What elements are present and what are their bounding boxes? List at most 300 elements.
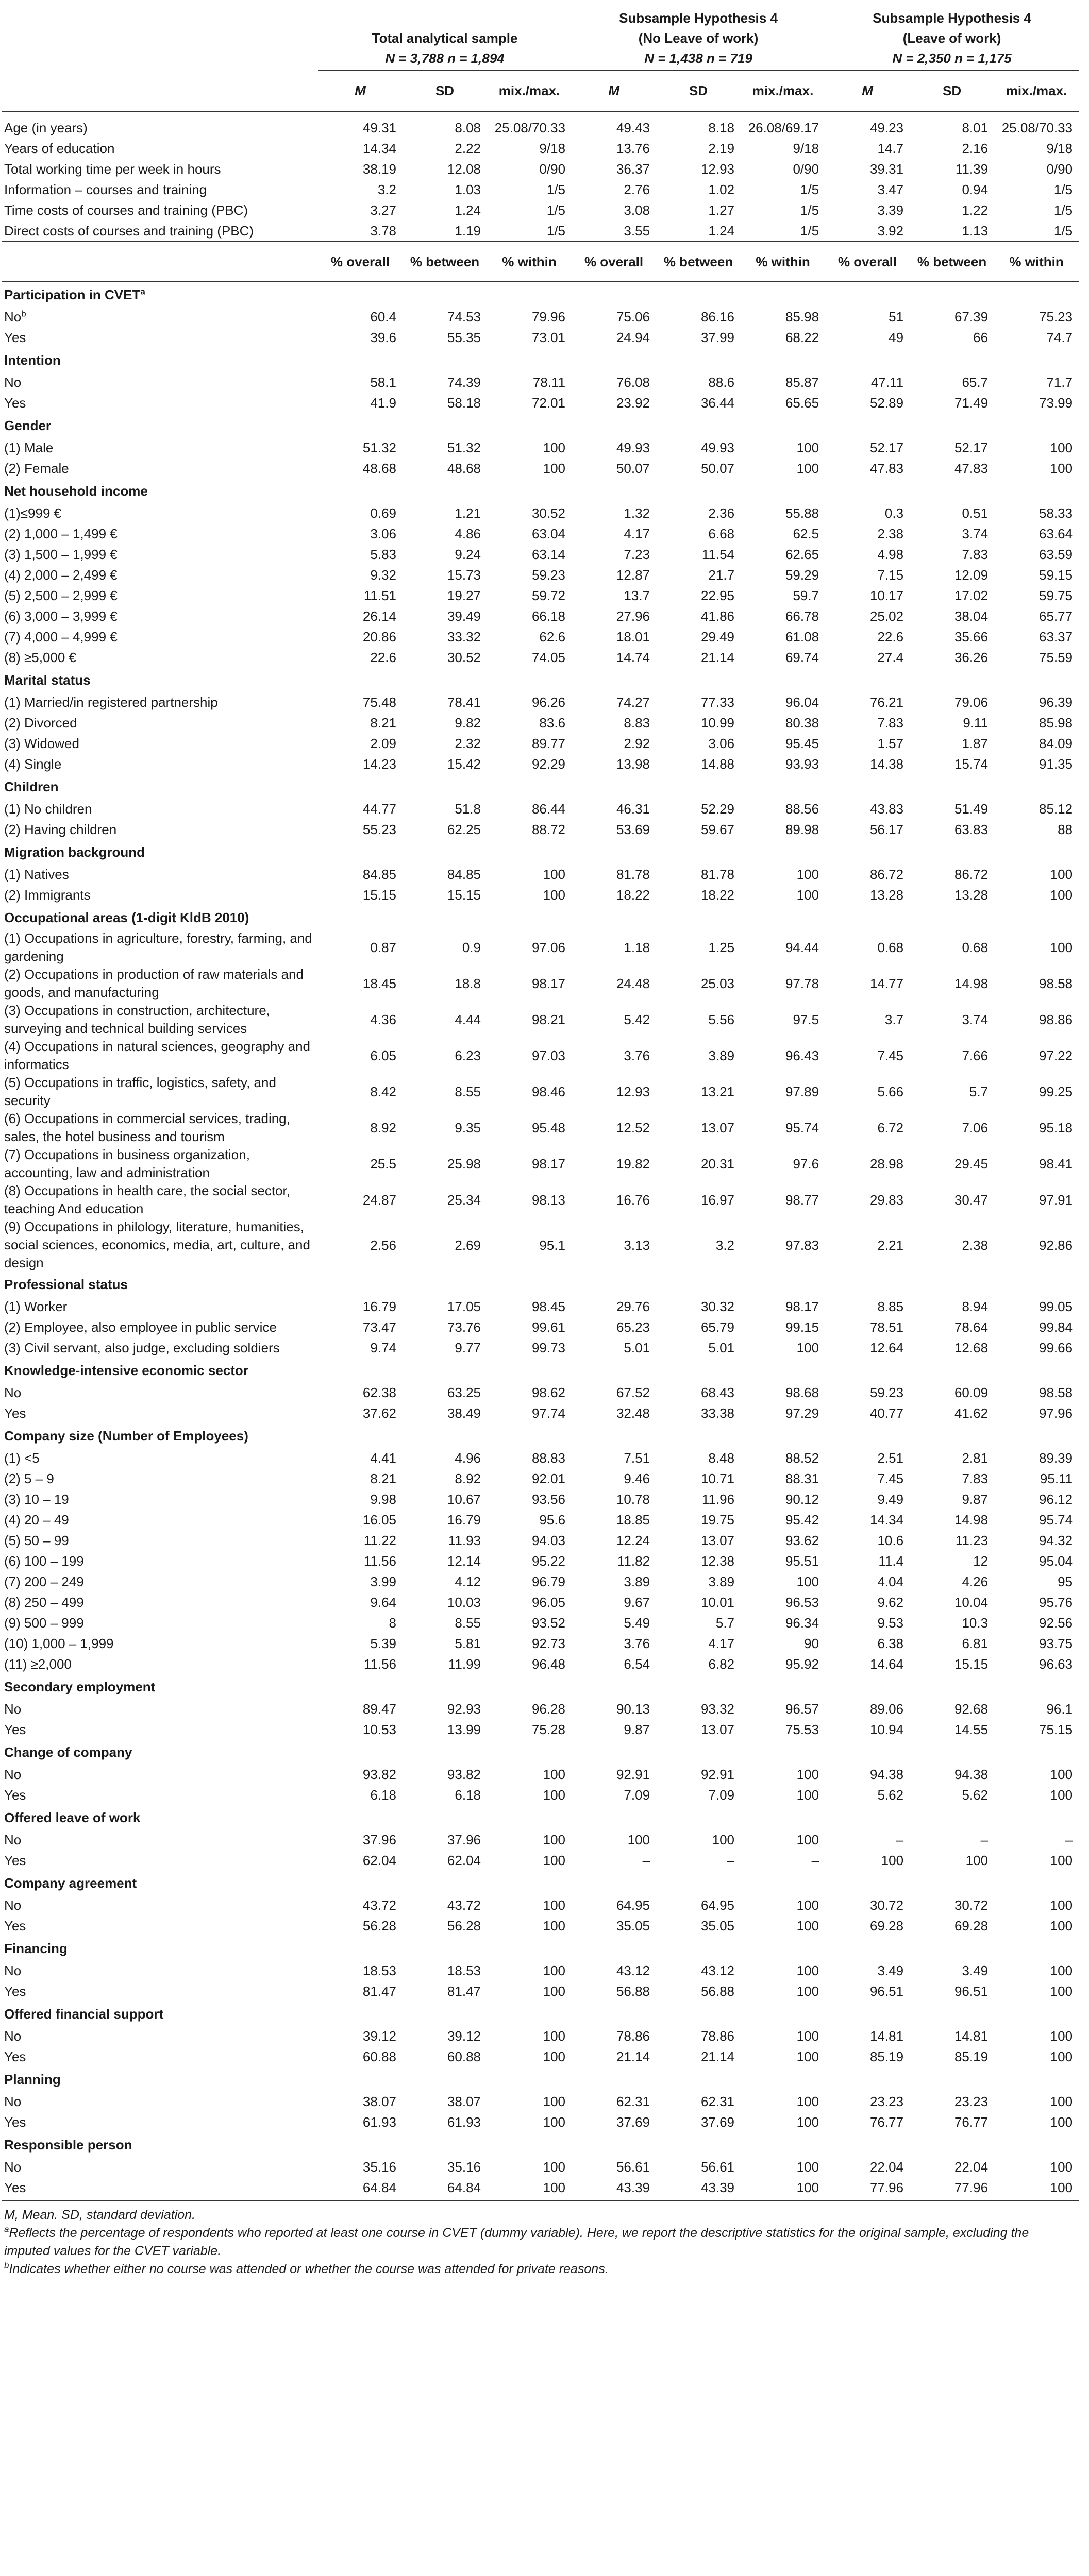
value-cell: 3.49	[962, 1963, 989, 1978]
value-cell: 9.11	[963, 715, 989, 731]
row-label-text: Yes	[4, 1787, 26, 1803]
value-cell: 88.56	[785, 801, 819, 817]
value-cell: 26.08/69.17	[748, 120, 819, 135]
row-label	[2, 1530, 318, 1551]
table-row	[2, 1633, 1079, 1654]
value-cell: 85.19	[954, 2049, 989, 2064]
value-cell: 100	[543, 1984, 566, 1999]
value-cell: 9/18	[539, 141, 566, 156]
value-cell: 90	[804, 1636, 819, 1651]
value-cell: 10.04	[954, 1595, 989, 1610]
footnote-b	[4, 2260, 1078, 2278]
value-cell: 85.98	[1038, 715, 1073, 731]
value-cell: 100	[543, 2028, 566, 2044]
table-row	[2, 437, 1079, 458]
col-header-overall: % overall	[837, 253, 897, 269]
table-row	[2, 1382, 1079, 1403]
section-title-text: Migration background	[4, 844, 145, 860]
value-cell: 1/5	[800, 223, 819, 239]
value-cell: 100	[1050, 887, 1073, 903]
value-cell: 92.01	[531, 1471, 566, 1486]
row-label-text: (1) Worker	[4, 1298, 68, 1314]
value-cell: 43.72	[447, 1897, 481, 1913]
section-title	[2, 1936, 1079, 1960]
value-cell: 89.98	[785, 822, 819, 837]
value-cell: 8.85	[877, 1299, 904, 1314]
row-label	[2, 393, 318, 413]
value-cell: 24.87	[362, 1192, 396, 1208]
section-title	[2, 1871, 1079, 1895]
section-title-text: Offered leave of work	[4, 1809, 141, 1825]
table-row	[2, 1468, 1079, 1489]
value-cell: 58.33	[1038, 505, 1073, 521]
value-cell: 95.11	[1040, 1471, 1073, 1486]
group-sample-size	[574, 48, 823, 69]
value-cell: 41.62	[954, 1405, 989, 1421]
section-header-row	[2, 1358, 1079, 1382]
value-cell: 25.5	[370, 1156, 396, 1172]
row-label	[2, 965, 318, 1002]
value-cell: 75.53	[785, 1722, 819, 1737]
row-label	[2, 437, 318, 458]
row-label-text: (1) Natives	[4, 866, 69, 882]
row-label	[2, 1448, 318, 1468]
row-label-text: Yes	[4, 2048, 26, 2064]
table-row	[2, 179, 1079, 200]
value-cell: 19.75	[700, 1512, 735, 1528]
section-title	[2, 348, 1079, 372]
value-cell: 95.51	[785, 1553, 819, 1569]
row-label	[2, 1654, 318, 1674]
value-cell: 95	[1058, 1574, 1073, 1589]
value-cell: 3.06	[708, 736, 735, 751]
value-cell: 9.49	[877, 1492, 904, 1507]
value-cell: 25.08/70.33	[494, 120, 566, 135]
group-title: Subsample Hypothesis 4	[619, 10, 778, 26]
value-cell: 30.72	[869, 1897, 904, 1913]
value-cell: 5.39	[370, 1636, 396, 1651]
value-cell: –	[642, 1853, 650, 1868]
value-cell: 77.96	[910, 2177, 994, 2200]
row-label	[2, 1337, 318, 1358]
value-cell: 61.08	[785, 629, 819, 645]
row-label	[2, 754, 318, 774]
value-cell: 29.49	[700, 629, 735, 645]
value-cell: 30.72	[954, 1897, 989, 1913]
value-cell: 100	[543, 1963, 566, 1978]
value-cell: 88.31	[785, 1471, 819, 1486]
col-header-minmax: mix./max.	[498, 83, 560, 98]
row-label-text: No	[4, 2159, 22, 2175]
value-cell: 38.07	[447, 2094, 481, 2109]
col-header-within: % within	[756, 253, 810, 269]
value-cell: 100	[627, 1832, 650, 1848]
value-cell: 12.09	[954, 567, 989, 583]
value-cell: 13.28	[869, 887, 904, 903]
value-cell: 94.38	[954, 1767, 989, 1782]
value-cell: 93.82	[362, 1767, 396, 1782]
value-cell: 67.39	[954, 309, 989, 325]
value-cell: 1/5	[1053, 182, 1073, 197]
value-cell: 71.49	[954, 395, 989, 411]
footnote-text: Reflects the percentage of respondents who reported at least one course in CVET (dummy variable). Here, we report the descriptive statistics for the original sample, excluding the imputed values for the CVET variable.	[4, 2226, 1029, 2258]
table-row	[2, 523, 1079, 544]
value-cell: 7.51	[624, 1450, 650, 1466]
table-row	[2, 1895, 1079, 1916]
row-label-text: No	[4, 374, 22, 390]
row-label	[2, 1218, 318, 1272]
value-cell: 63.14	[531, 547, 566, 562]
value-cell: 1.18	[624, 940, 650, 955]
value-cell: 64.95	[616, 1897, 650, 1913]
value-cell: 97.91	[1038, 1192, 1073, 1208]
value-cell: 1.03	[455, 182, 481, 197]
row-label-text: (9) Occupations in philology, literature, humanities, social sciences, economics, media, art, culture, and design	[4, 1219, 310, 1270]
value-cell: 37.96	[447, 1832, 481, 1848]
value-cell: 100	[796, 2114, 819, 2130]
value-cell: 12.93	[616, 1084, 650, 1099]
value-cell: 12.38	[700, 1553, 735, 1569]
value-cell: 93.56	[531, 1492, 566, 1507]
value-cell: 51.32	[447, 440, 481, 455]
value-cell: 4.96	[455, 1450, 481, 1466]
value-cell: 14.34	[869, 1512, 904, 1528]
value-cell: 6.72	[877, 1120, 904, 1136]
value-cell: 95.42	[785, 1512, 819, 1528]
value-cell: 61.93	[362, 2114, 396, 2130]
value-cell: 9/18	[1046, 141, 1073, 156]
value-cell: 6.54	[624, 1656, 650, 1672]
n-values: N = 1,438 n = 719	[644, 50, 752, 66]
value-cell: 100	[796, 867, 819, 882]
value-cell: 43.72	[362, 1897, 396, 1913]
value-cell: 14.98	[954, 976, 989, 991]
value-cell: 13.99	[447, 1722, 481, 1737]
value-cell: 98.68	[785, 1385, 819, 1400]
value-cell: 88	[1058, 822, 1073, 837]
value-cell: 100	[796, 1574, 819, 1589]
value-cell: 7.66	[962, 1048, 989, 1063]
footnote-mark: a	[4, 2224, 9, 2234]
group-header-no-leave	[572, 5, 825, 70]
footnote-text: Indicates whether either no course was attended or whether the course was attended for private reasons.	[9, 2262, 609, 2276]
value-cell: 63.59	[1038, 547, 1073, 562]
value-cell: 6.18	[455, 1787, 481, 1803]
section-header-row	[2, 2002, 1079, 2026]
col-header-sd: SD	[689, 83, 708, 98]
footnote-mark: b	[4, 2260, 9, 2270]
table-row	[2, 1785, 1079, 1805]
row-label	[2, 647, 318, 668]
value-cell: 79.96	[531, 309, 566, 325]
section-header-row	[2, 479, 1079, 503]
value-cell: 88.52	[785, 1450, 819, 1466]
value-cell: 81.47	[447, 1984, 481, 1999]
table-row	[2, 585, 1079, 606]
value-cell: 11.51	[363, 588, 396, 603]
value-cell: 39.49	[447, 608, 481, 624]
value-cell: 24.94	[616, 330, 650, 345]
value-cell: 90.13	[616, 1701, 650, 1717]
value-cell: 14.98	[954, 1512, 989, 1528]
value-cell: 10.03	[447, 1595, 481, 1610]
value-cell: 1/5	[1053, 202, 1073, 218]
value-cell: 65.7	[962, 375, 989, 390]
value-cell: 49.31	[362, 120, 396, 135]
value-cell: 59.29	[785, 567, 819, 583]
section-title-text: Company agreement	[4, 1875, 137, 1891]
value-cell: 56.88	[616, 1984, 650, 1999]
value-cell: 3.74	[962, 1012, 989, 1027]
row-label	[2, 2112, 318, 2132]
value-cell: 90.12	[785, 1492, 819, 1507]
value-cell: 96.63	[1038, 1656, 1073, 1672]
value-cell: 11.82	[617, 1553, 650, 1569]
value-cell: 0.51	[962, 505, 989, 521]
value-cell: 9.77	[455, 1340, 481, 1355]
value-cell: 94.32	[1038, 1533, 1073, 1548]
value-cell: 69.28	[954, 1918, 989, 1934]
value-cell: 3.99	[370, 1574, 396, 1589]
value-cell: 100	[796, 887, 819, 903]
group-header-row	[2, 5, 1079, 70]
table-row	[2, 2157, 1079, 2177]
value-cell: 19.27	[447, 588, 481, 603]
row-label-text: (2) Immigrants	[4, 887, 91, 903]
section-title	[2, 2002, 1079, 2026]
row-label	[2, 1719, 318, 1740]
section-title-text: Occupational areas (1-digit KldB 2010)	[4, 909, 249, 925]
section-header-row	[2, 282, 1079, 307]
value-cell: 43.12	[616, 1963, 650, 1978]
section-header-row	[2, 1871, 1079, 1895]
value-cell: 100	[741, 2177, 825, 2200]
value-cell: 8.21	[370, 715, 396, 731]
value-cell: 38.04	[954, 608, 989, 624]
value-cell: 59.23	[531, 567, 566, 583]
value-cell: 62.5	[793, 526, 819, 541]
value-cell: 9.46	[624, 1471, 650, 1486]
value-cell: 100	[1050, 1984, 1073, 1999]
row-label-text: (5) Occupations in traffic, logistics, safety, and security	[4, 1075, 276, 1108]
value-cell: 6.18	[370, 1787, 396, 1803]
value-cell: 77.33	[700, 694, 735, 710]
value-cell: 3.47	[877, 182, 904, 197]
value-cell: 47.11	[870, 375, 904, 390]
value-cell: 79.06	[954, 694, 989, 710]
table-row	[2, 733, 1079, 754]
value-cell: 68.22	[785, 330, 819, 345]
section-title-text: Net household income	[4, 483, 148, 499]
value-cell: 3.13	[624, 1237, 650, 1253]
value-cell: 59.23	[869, 1385, 904, 1400]
row-label-text: (3) 10 – 19	[4, 1491, 69, 1507]
value-cell: 25.98	[447, 1156, 481, 1172]
value-cell: 3.55	[624, 223, 650, 239]
value-cell: 16.76	[616, 1192, 650, 1208]
row-label	[2, 1613, 318, 1633]
value-cell: 95.22	[531, 1553, 566, 1569]
value-cell: 39.31	[869, 161, 904, 177]
table-row	[2, 1551, 1079, 1571]
value-cell: 16.79	[447, 1512, 481, 1528]
value-cell: 93.82	[447, 1767, 481, 1782]
value-cell: 100	[796, 1767, 819, 1782]
value-cell: 100	[487, 2177, 572, 2200]
row-label-text: Yes	[4, 1405, 26, 1421]
section-header-row	[2, 774, 1079, 799]
value-cell: 2.22	[455, 141, 481, 156]
row-label-text: (4) Single	[4, 756, 62, 772]
value-cell: 100	[796, 1963, 819, 1978]
value-cell: 94.38	[869, 1767, 904, 1782]
value-cell: 2.38	[877, 526, 904, 541]
section-title	[2, 905, 1079, 929]
row-label-text: Yes	[4, 1983, 26, 1999]
value-cell: 93.32	[700, 1701, 735, 1717]
value-cell: 75.28	[531, 1722, 566, 1737]
value-cell: 92.68	[954, 1701, 989, 1717]
value-cell: 96.39	[1038, 694, 1073, 710]
value-cell: 85.19	[869, 2049, 904, 2064]
row-label-text: No	[4, 1962, 22, 1978]
value-cell: 13.7	[624, 588, 650, 603]
col-header-sd: SD	[435, 83, 455, 98]
section-header-row	[2, 668, 1079, 692]
value-cell: 18.53	[447, 1963, 481, 1978]
table-row	[2, 327, 1079, 348]
value-cell: 55.88	[785, 505, 819, 521]
value-cell: 52.17	[954, 440, 989, 455]
row-label-text: (1) <5	[4, 1450, 40, 1466]
value-cell: 93.93	[785, 756, 819, 772]
row-label-text: (1)≤999 €	[4, 505, 62, 521]
table-row	[2, 1218, 1079, 1272]
row-label-text: (8) 250 – 499	[4, 1594, 84, 1610]
table-row	[2, 647, 1079, 668]
table-row	[2, 138, 1079, 159]
value-cell: 55.23	[362, 822, 396, 837]
table-row	[2, 2112, 1079, 2132]
value-cell: 84.09	[1038, 736, 1073, 751]
value-cell: 37.99	[700, 330, 735, 345]
value-cell: 17.02	[954, 588, 989, 603]
value-cell: 5.62	[962, 1787, 989, 1803]
value-cell: 89.77	[531, 736, 566, 751]
value-cell: 1/5	[800, 182, 819, 197]
value-cell: 7.83	[962, 547, 989, 562]
value-cell: 89.06	[869, 1701, 904, 1717]
value-cell: 15.15	[954, 1656, 989, 1672]
row-label-text: Yes	[4, 329, 26, 345]
table-row	[2, 1719, 1079, 1740]
value-cell: 51.8	[455, 801, 481, 817]
value-cell: 7.83	[877, 715, 904, 731]
value-cell: 11.4	[878, 1553, 904, 1569]
value-cell: 7.15	[877, 567, 904, 583]
row-label	[2, 1182, 318, 1218]
group-title: Subsample Hypothesis 4	[873, 10, 1031, 26]
value-cell: 7.23	[624, 547, 650, 562]
table-row	[2, 1110, 1079, 1146]
value-cell: 63.83	[954, 822, 989, 837]
value-cell: 62.6	[539, 629, 566, 645]
value-cell: 15.15	[447, 887, 481, 903]
value-cell: 56.17	[869, 822, 904, 837]
value-cell: 85.87	[785, 375, 819, 390]
value-cell: 75.06	[616, 309, 650, 325]
value-cell: 8.42	[370, 1084, 396, 1099]
table-row	[2, 503, 1079, 523]
value-cell: 89.47	[362, 1701, 396, 1717]
section-title-text: Participation in CVET	[4, 286, 141, 302]
value-cell: 52.17	[869, 440, 904, 455]
section-title	[2, 774, 1079, 799]
value-cell: 61.93	[447, 2114, 481, 2130]
value-cell: 43.39	[656, 2177, 741, 2200]
value-cell: 11.93	[448, 1533, 481, 1548]
value-cell: 4.04	[877, 1574, 904, 1589]
row-label	[2, 1551, 318, 1571]
value-cell: 64.84	[403, 2177, 487, 2200]
value-cell: 9.62	[877, 1595, 904, 1610]
value-cell: 97.03	[531, 1048, 566, 1063]
value-cell: 100	[1050, 1897, 1073, 1913]
value-cell: 99.15	[785, 1319, 819, 1335]
value-cell: 4.44	[455, 1012, 481, 1027]
section-header-row	[2, 1805, 1079, 1829]
value-cell: 7.83	[962, 1471, 989, 1486]
table-row	[2, 965, 1079, 1002]
value-cell: 100	[796, 2049, 819, 2064]
section-header-row	[2, 2067, 1079, 2091]
row-label: Total working time per week in hours	[4, 161, 221, 177]
row-label	[2, 372, 318, 393]
row-label-text: (7) Occupations in business organization, accounting, law and administration	[4, 1147, 250, 1180]
value-cell: 59.67	[700, 822, 735, 837]
value-cell: 1.21	[455, 505, 481, 521]
row-label-text: (6) 3,000 – 3,999 €	[4, 608, 118, 624]
value-cell: 81.47	[362, 1984, 396, 1999]
table-row	[2, 2026, 1079, 2046]
value-cell: 0.69	[370, 505, 396, 521]
value-cell: 22.04	[869, 2159, 904, 2175]
row-label	[2, 565, 318, 585]
value-cell: 11.96	[701, 1492, 735, 1507]
value-cell: 62.04	[362, 1853, 396, 1868]
footnote-a	[4, 2224, 1078, 2260]
row-label: Age (in years)	[4, 120, 88, 135]
value-cell: 1/5	[546, 182, 566, 197]
value-cell: 84.85	[362, 867, 396, 882]
value-cell: 5.66	[877, 1084, 904, 1099]
value-cell: 85.98	[785, 309, 819, 325]
row-label-text: (2) Divorced	[4, 715, 77, 731]
table-row	[2, 606, 1079, 626]
value-cell: 22.6	[877, 629, 904, 645]
row-label	[2, 327, 318, 348]
value-cell: 13.21	[700, 1084, 735, 1099]
value-cell: 64.95	[700, 1897, 735, 1913]
value-cell: 41.9	[370, 395, 396, 411]
value-cell: 9.87	[962, 1492, 989, 1507]
value-cell: 29.45	[954, 1156, 989, 1172]
row-label-text: (3) 1,500 – 1,999 €	[4, 546, 118, 562]
group-header-leave	[825, 5, 1079, 70]
value-cell: 10.01	[700, 1595, 735, 1610]
value-cell: –	[896, 1832, 904, 1848]
value-cell: 11.56	[363, 1553, 396, 1569]
